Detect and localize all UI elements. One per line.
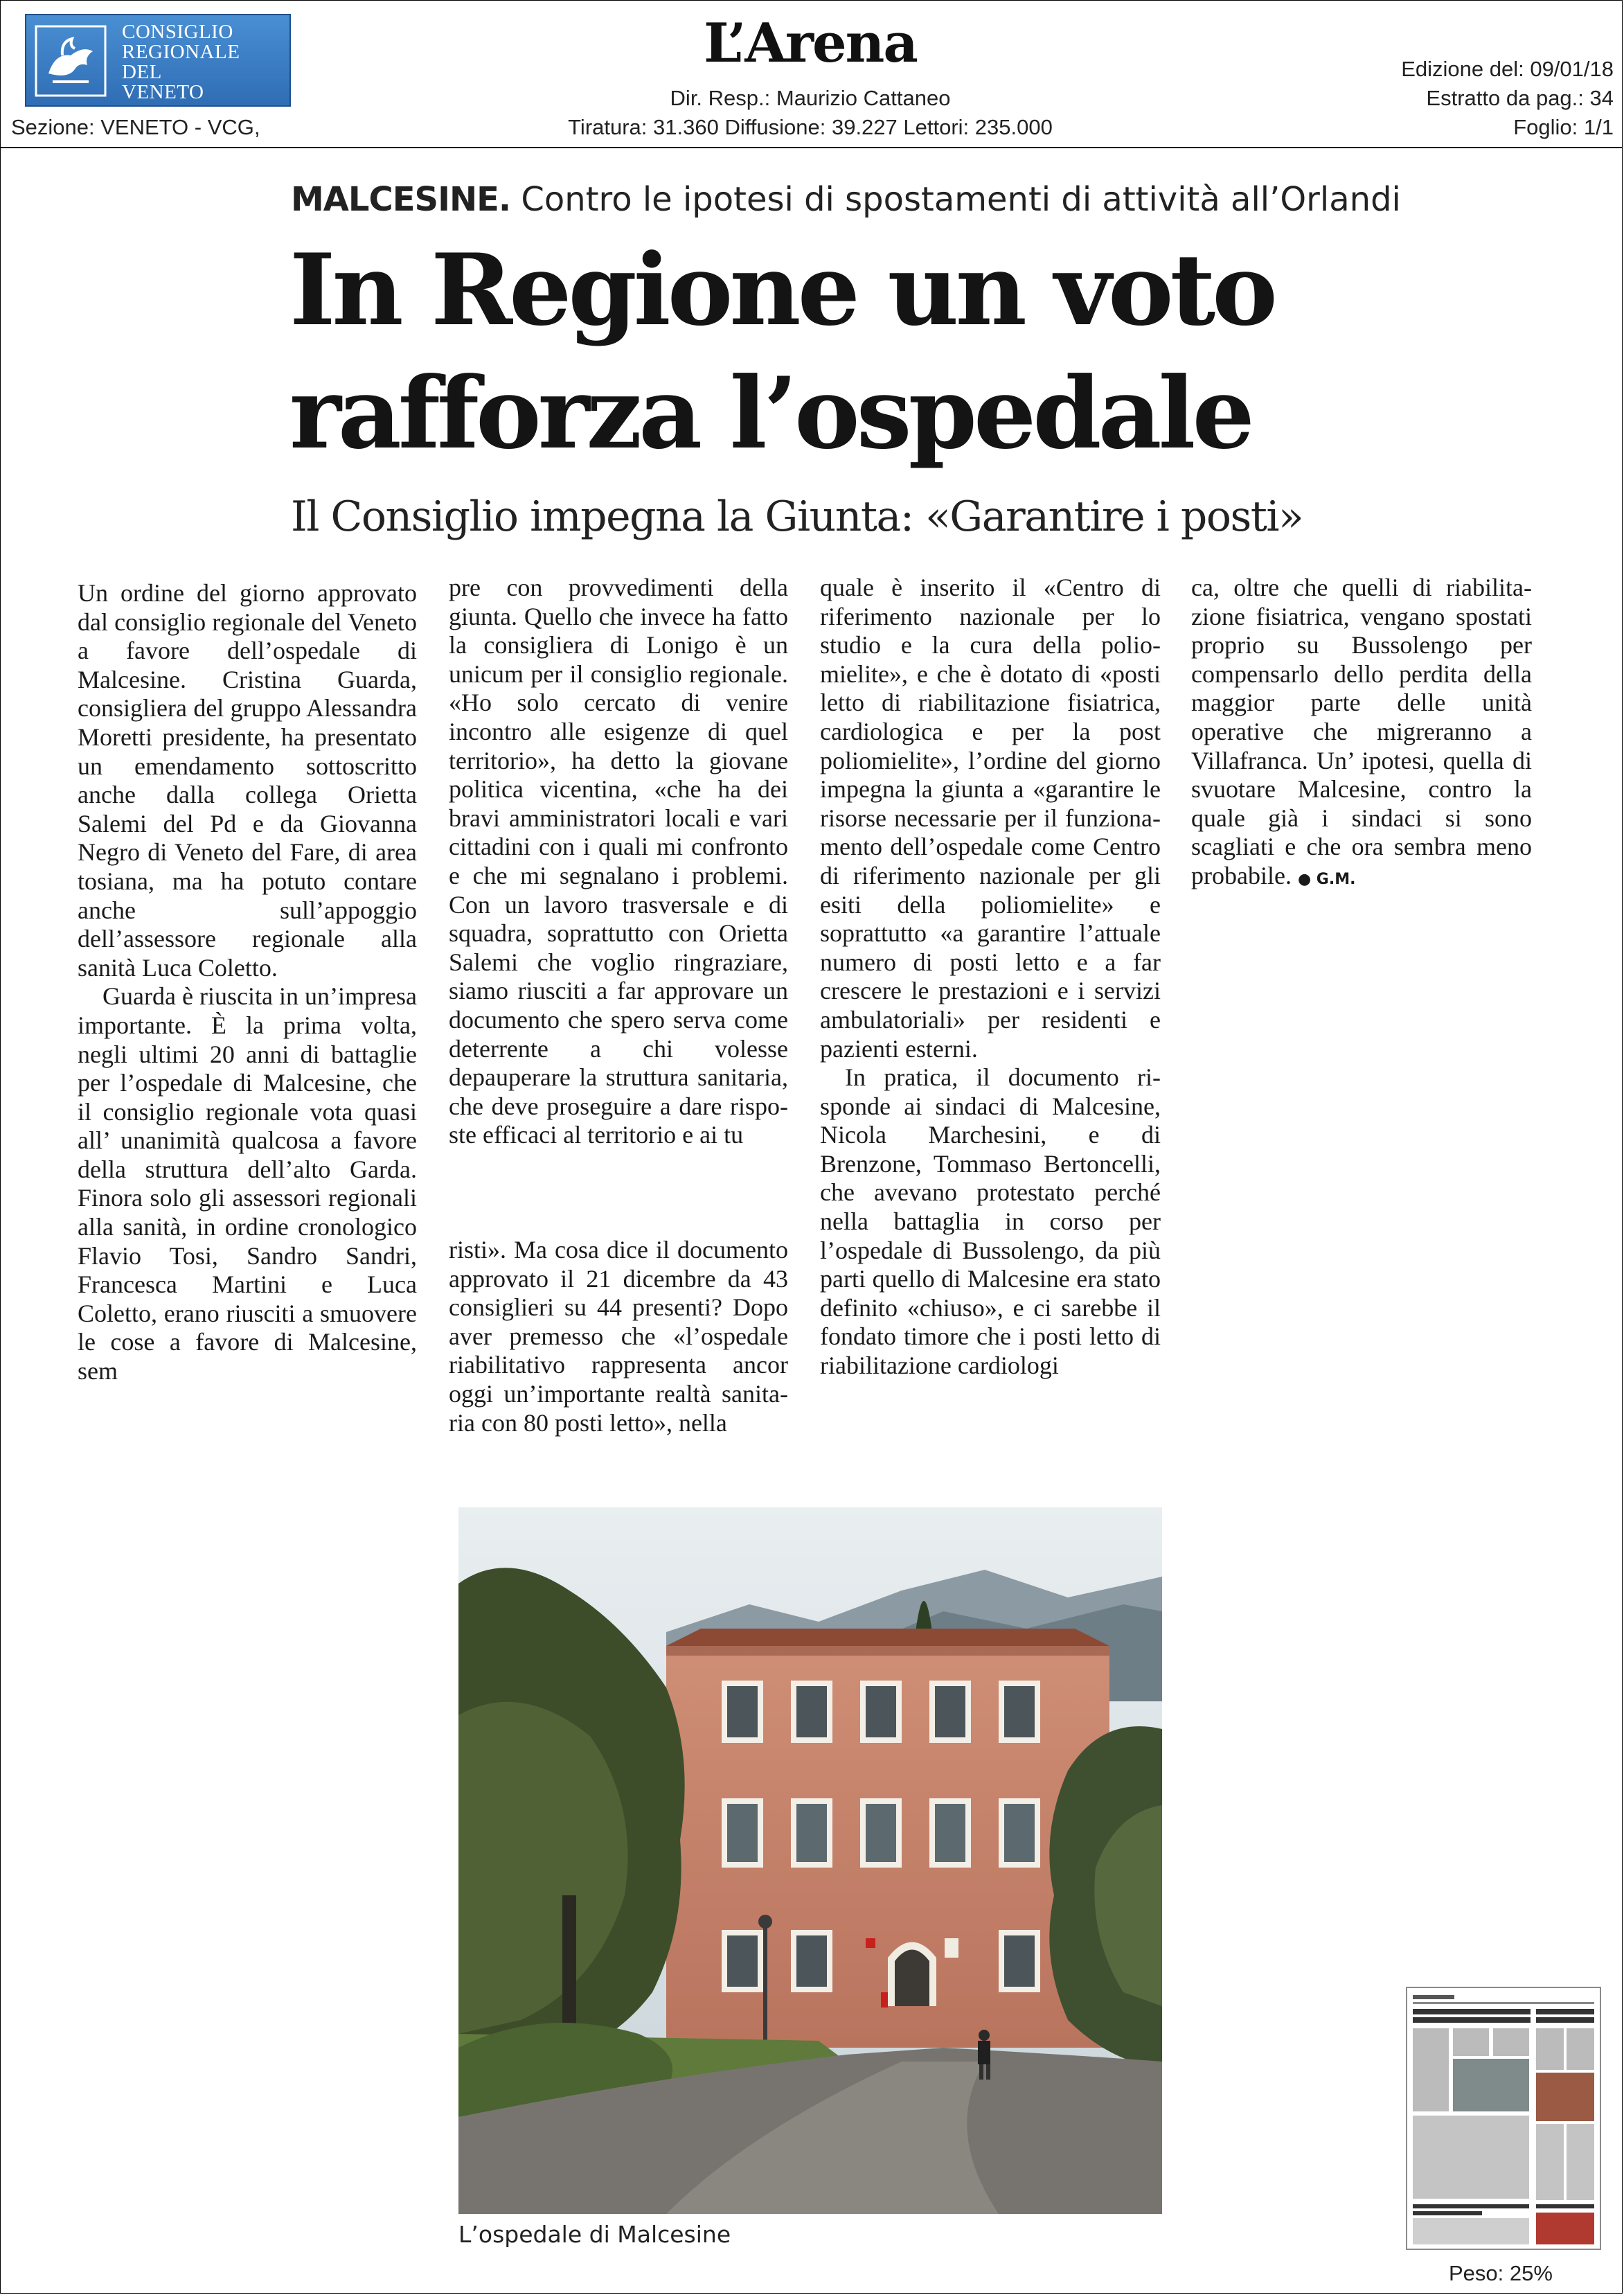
body-column-4: [1191, 574, 1532, 894]
kicker-text: Contro le ipotesi di spostamenti di attività all’Orlandi: [510, 180, 1401, 219]
regional-council-logo: [25, 14, 291, 107]
page-thumbnail-preview: [1407, 1988, 1600, 2249]
page-thumbnail: [1406, 1987, 1601, 2250]
body-column-2: [449, 574, 788, 1150]
logo-line: DEL: [122, 61, 162, 83]
director-label: Dir. Resp.: Maurizio Cattaneo: [670, 86, 951, 110]
body-column-1: [78, 579, 417, 1386]
article-headline: [289, 229, 1536, 475]
body-column-2-continued: [449, 1236, 788, 1437]
sheet-number: Foglio: 1/1: [1513, 115, 1614, 139]
edition-date: Edizione del: 09/01/18: [1401, 57, 1614, 81]
headline-line: rafforza l’ospedale: [289, 356, 1251, 471]
headline-line: In Regione un voto: [289, 233, 1274, 348]
paragraph: quale è inserito il «Centro di riferimento nazionale per lo studio e la cura della poliomielite», e che è dotato di «posti letto di riabilitazione fisiatrica, cardiologica e per la post poliomielite», l’ordine del giorno impegna la giunta a «garantire le risorse necessarie per il funzionamento dell’ospedale come Centro di riferimento nazionale per gli esiti della poliomielite» e soprattutto «a garantire l’attuale numero di posti letto e a far crescere le prestazioni e i servizi ambulatoriali» per residenti e pazienti esterni.: [820, 574, 1161, 1063]
photo-caption: L’ospedale di Malcesine: [458, 2221, 731, 2248]
newspaper-masthead: L’Arena: [704, 12, 917, 75]
winged-lion-icon: [35, 25, 107, 97]
paragraph: Un ordine del giorno approvato dal consiglio regionale del Veneto a favore dell’ospedale di Malcesine. Cristina Guarda, consigliera del gruppo Alessandra Moretti presidente, ha presentato un emendamento sottoscritto anche dalla collega Orietta Salemi del Pd e da Giovanna Negro di Veneto del Fare, di area tosiana, ma ha potuto contare anche sull’appoggio dell’assessore regionale alla sanità Luca Coletto.: [78, 579, 417, 982]
hospital-photo: [458, 1507, 1162, 2214]
paragraph-text: ca, oltre che quelli di riabilitazione fisiatrica, vengano spostati proprio su Bussolengo per compensarlo dello perdita della maggior parte delle unità operative che migreranno a Villafranca. Un’ ipotesi, quella di svuotare Malcesine, contro la quale già i sindaci si sono scagliati e che ora sembra meno probabile.: [1191, 574, 1532, 889]
paragraph: Guarda è riuscita in un’impresa importante. È la prima volta, negli ultimi 20 anni di battaglie per l’ospedale di Malcesine, che il consiglio regionale vota quasi all’ unanimità qualcosa a favore della struttura dell’alto Garda. Finora solo gli assessori regionali alla sanità, in ordine cronologico Flavio Tosi, Sandro Sandri, Francesca Martini e Luca Coletto, erano riusciti a smuovere le cose a favore di Malcesine, sem: [78, 982, 417, 1385]
logo-line: CONSIGLIO: [122, 21, 233, 43]
hospital-illustration: [458, 1507, 1162, 2214]
logo-line: REGIONALE: [122, 41, 240, 63]
logo-text: [122, 22, 240, 103]
body-column-3: [820, 574, 1161, 1381]
kicker-keyword: MALCESINE.: [291, 180, 511, 219]
paragraph: In pratica, il documento risponde ai sindaci di Malcesine, Nicola Marchesini, e di Brenzone, Tommaso Bertoncelli, che avevano protestato perché nella battaglia in corso per l’ospedale di Bussolengo, da più parti quello di Malcesine era stato definito «chiuso», e ci sarebbe il fondato timore che i posti letto di riabilitazione cardiologi: [820, 1063, 1161, 1380]
circulation-label: Tiratura: 31.360 Diffusione: 39.227 Lettori: 235.000: [568, 115, 1053, 139]
excerpt-page: Estratto da pag.: 34: [1426, 86, 1614, 110]
paragraph: risti». Ma cosa dice il documento approvato il 21 dicembre da 43 consiglieri su 44 presenti? Dopo aver premesso che «l’ospedale riabilitativo rappresenta ancor oggi un’importante realtà sanitaria con 80 posti letto», nella: [449, 1236, 788, 1437]
section-label: Sezione: VENETO - VCG,: [11, 115, 260, 139]
author-signature: ● G.M.: [1297, 870, 1356, 888]
paragraph: [1191, 574, 1532, 894]
paragraph: pre con provvedimenti della giunta. Quello che invece ha fatto la consigliera di Lonigo è un unicum per il consiglio regionale. «Ho solo cercato di venire incontro alle esigenze di quel territorio», ha detto la giovane politica vicentina, «che ha dei bravi amministratori locali e vari cittadini con i quali mi confronto e che mi segnalano i problemi. Con un lavoro trasversale e di squadra, soprattutto con Orietta Salemi che voglio ringraziare, siamo riusciti a far approvare un documento che spero serva come deterrente a chi volesse depauperare la struttura sanitaria, che deve proseguire a dare risposte efficaci al territorio e ai tu: [449, 574, 788, 1149]
article-subhead: Il Consiglio impegna la Giunta: «Garantire i posti»: [291, 493, 1303, 541]
page-weight-label: Peso: 25%: [1449, 2261, 1553, 2285]
logo-line: VENETO: [122, 81, 204, 103]
article-kicker: [291, 177, 1401, 222]
header-divider: [0, 147, 1623, 148]
